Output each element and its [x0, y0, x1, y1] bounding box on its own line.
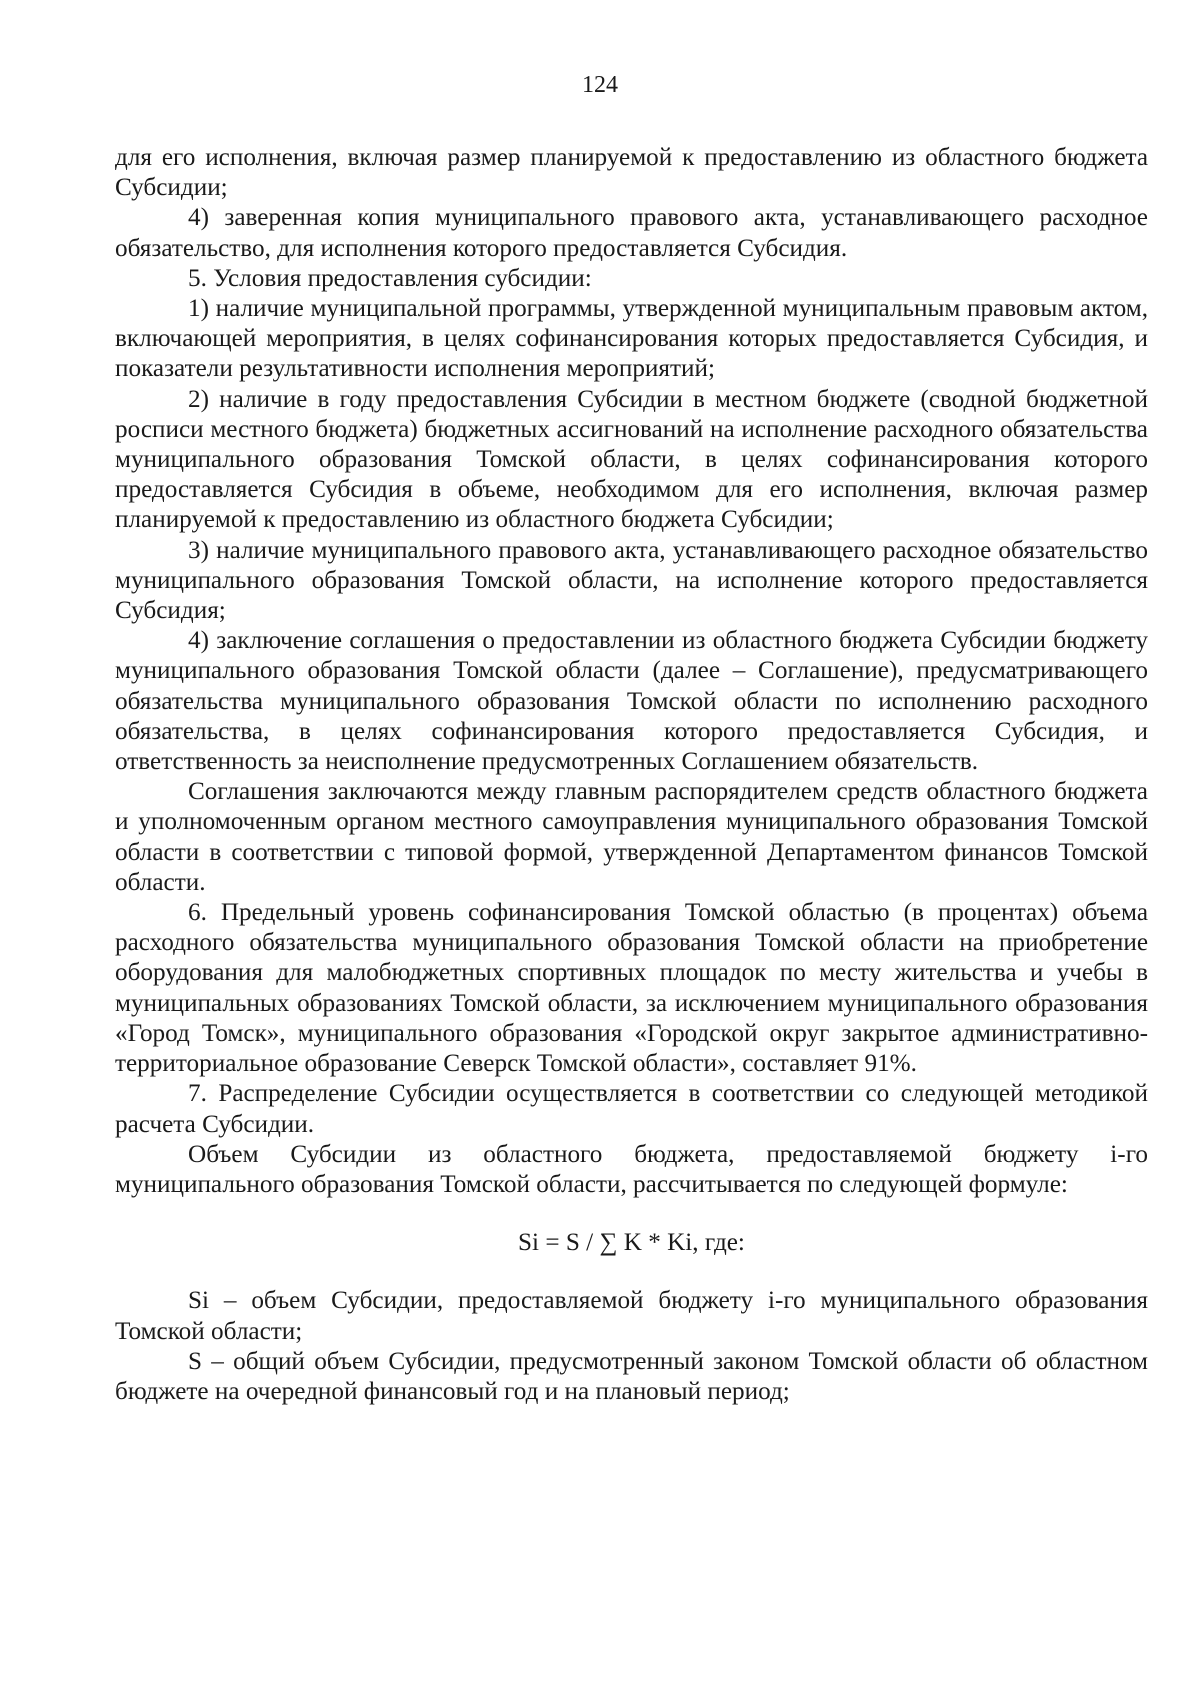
definition-s: S – общий объем Субсидии, предусмотренный законом Томской области об областном бюджете на очередной финансовый год и на плановый период;: [115, 1347, 1148, 1405]
paragraph-formula-intro: Объем Субсидии из областного бюджета, предоставляемой бюджету i-го муниципального образования Томской области, рассчитывается по следующей формуле:: [115, 1140, 1148, 1198]
paragraph-agreements: Соглашения заключаются между главным распорядителем средств областного бюджета и уполномоченным органом местного самоуправления муниципального образования Томской области в соответствии с типовой формой, утвержденной Департаментом финансов Томской области.: [115, 778, 1148, 896]
paragraph-condition-4: 4) заключение соглашения о предоставлении из областного бюджета Субсидии бюджету муниципального образования Томской области (далее – Соглашение), предусматривающего обязательства муниципального образования Томской области по исполнению расходного обязательства, в целях софинансирования которого предоставляется Субсидия, и ответственность за неисполнение предусмотренных Соглашением обязательств.: [115, 627, 1148, 776]
document-body: [115, 143, 1148, 1407]
paragraph-condition-1: 1) наличие муниципальной программы, утвержденной муниципальным правовым актом, включающей мероприятия, в целях софинансирования которых предоставляется Субсидия, и показатели результативности исполнения мероприятий;: [115, 295, 1148, 383]
paragraph-condition-3: 3) наличие муниципального правового акта, устанавливающего расходное обязательство муниципального образования Томской области, на исполнение которого предоставляется Субсидия;: [115, 536, 1148, 625]
paragraph-section-5-heading: 5. Условия предоставления субсидии:: [188, 264, 592, 292]
paragraph-section-6: 6. Предельный уровень софинансирования Томской областью (в процентах) объема расходного обязательства муниципального образования Томской области на приобретение оборудования для малобюджетных спортивных площадок по месту жительства и учебы в муниципальных образованиях Томской области, за исключением муниципального образования «Город Томск», муниципального образования «Городской округ закрытое административно-территориальное образование Северск Томской области», составляет 91%.: [115, 899, 1148, 1078]
paragraph-section-7: 7. Распределение Субсидии осуществляется в соответствии со следующей методикой расчета Субсидии.: [115, 1080, 1148, 1138]
definition-si: Si – объем Субсидии, предоставляемой бюджету i-го муниципального образования Томской области;: [115, 1287, 1148, 1345]
paragraph-item-4-certified-copy: 4) заверенная копия муниципального правового акта, устанавливающего расходное обязательство, для исполнения которого предоставляется Субсидия.: [115, 204, 1148, 262]
paragraph-continuation: для его исполнения, включая размер планируемой к предоставлению из областного бюджета Субсидии;: [115, 144, 1148, 202]
subsidy-formula: Si = S / ∑ K * Ki, где:: [518, 1229, 745, 1257]
page-number: 124: [582, 72, 618, 98]
paragraph-condition-2: 2) наличие в году предоставления Субсидии в местном бюджете (сводной бюджетной росписи местного бюджета) бюджетных ассигнований на исполнение расходного обязательства муниципального образования Томской области, в целях софинансирования которого предоставляется Субсидия в объеме, необходимом для его исполнения, включая размер планируемой к предоставлению из областного бюджета Субсидии;: [115, 385, 1148, 534]
